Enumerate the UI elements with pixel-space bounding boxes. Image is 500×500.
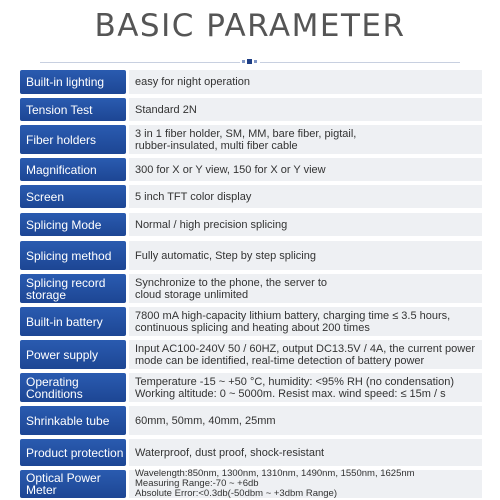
parameter-value: Fully automatic, Step by step splicing bbox=[129, 241, 482, 270]
parameter-value: easy for night operation bbox=[129, 70, 482, 94]
parameter-value: Wavelength:850nm, 1300nm, 1310nm, 1490nm, 1550nm, 1625nm Measuring Range:-70 ~ +6db Absolute Error:<0.3db(-50dbm ~ +3dbm Range) bbox=[129, 470, 482, 498]
parameter-row bbox=[20, 98, 482, 123]
parameter-value: 300 for X or Y view, 150 for X or Y view bbox=[129, 158, 482, 181]
parameter-label: Built-in battery bbox=[20, 307, 126, 336]
parameter-row bbox=[20, 373, 482, 404]
parameter-label: Operating Conditions bbox=[20, 373, 126, 402]
parameter-row bbox=[20, 340, 482, 371]
parameter-row bbox=[20, 241, 482, 272]
parameter-value: Synchronize to the phone, the server to cloud storage unlimited bbox=[129, 274, 482, 303]
parameter-row bbox=[20, 70, 482, 96]
parameter-value: 7800 mA high-capacity lithium battery, charging time ≤ 3.5 hours, continuous splicing and heating about 200 times bbox=[129, 307, 482, 336]
parameter-label: Magnification bbox=[20, 158, 126, 181]
parameter-label: Power supply bbox=[20, 340, 126, 369]
parameter-value: 3 in 1 fiber holder, SM, MM, bare fiber, pigtail, rubber-insulated, multi fiber cable bbox=[129, 125, 482, 154]
parameter-label: Screen bbox=[20, 185, 126, 208]
parameter-value: Input AC100-240V 50 / 60HZ, output DC13.5V / 4A, the current power mode can be identified, real-time detection of battery power bbox=[129, 340, 482, 369]
parameter-row bbox=[20, 439, 482, 468]
parameter-value: Waterproof, dust proof, shock-resistant bbox=[129, 439, 482, 466]
parameter-label: Splicing record storage bbox=[20, 274, 126, 303]
parameter-label: Shrinkable tube bbox=[20, 406, 126, 435]
parameter-label: Tension Test bbox=[20, 98, 126, 121]
parameter-value: Normal / high precision splicing bbox=[129, 213, 482, 236]
parameter-label: Built-in lighting bbox=[20, 70, 126, 94]
parameter-label: Splicing method bbox=[20, 241, 126, 270]
parameter-row bbox=[20, 470, 482, 500]
title-divider bbox=[0, 59, 500, 67]
parameter-label: Optical Power Meter bbox=[20, 470, 126, 498]
parameter-label: Splicing Mode bbox=[20, 213, 126, 236]
parameter-row bbox=[20, 185, 482, 210]
parameter-row bbox=[20, 158, 482, 183]
parameter-value: 60mm, 50mm, 40mm, 25mm bbox=[129, 406, 482, 435]
parameter-label: Fiber holders bbox=[20, 125, 126, 154]
parameter-row bbox=[20, 307, 482, 338]
parameter-row bbox=[20, 406, 482, 437]
parameter-row bbox=[20, 125, 482, 156]
parameter-value: 5 inch TFT color display bbox=[129, 185, 482, 208]
parameter-label: Product protection bbox=[20, 439, 126, 466]
parameter-value: Temperature -15 ~ +50 °C, humidity: <95% RH (no condensation) Working altitude: 0 ~ 5000m. Resist max. wind speed: ≤ 15m / s bbox=[129, 373, 482, 402]
page-title: BASIC PARAMETER bbox=[94, 8, 406, 44]
parameter-row bbox=[20, 274, 482, 305]
parameter-row bbox=[20, 213, 482, 238]
parameter-value: Standard 2N bbox=[129, 98, 482, 121]
